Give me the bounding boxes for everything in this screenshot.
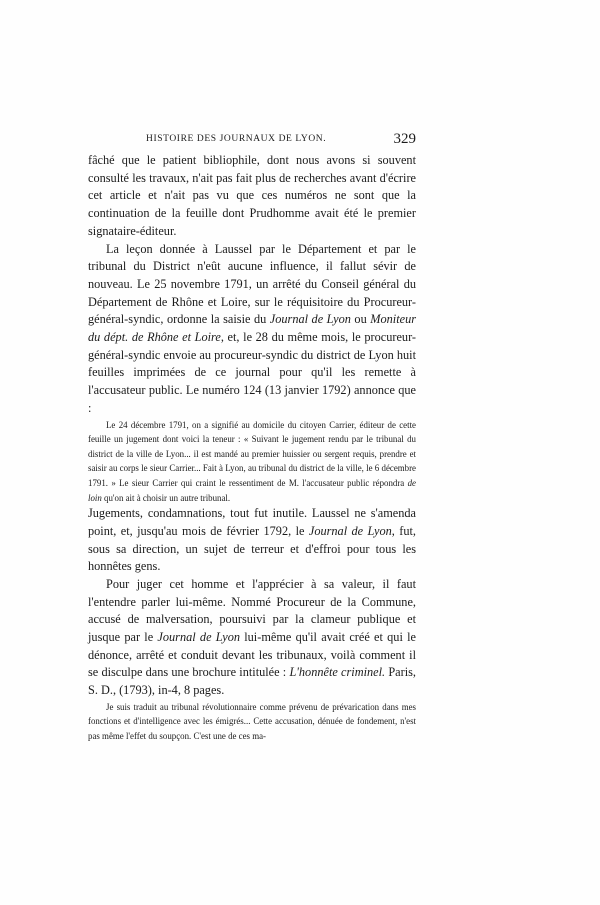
journal-title: Journal de Lyon (269, 312, 351, 327)
text-run: , et, le 28 du même mois, le procureur-général-syndic envoie au procureur-syndic du district de Lyon huit feuilles imprimées de ce journal pour qu'il les remette à l'accusateur public. Le numéro 124 (13 janvier 1792) annonce que : (88, 330, 417, 415)
text-run: qu'on ait à choisir un autre tribunal. (101, 492, 231, 503)
paragraph-lecon (88, 241, 416, 418)
page-header (146, 131, 416, 152)
moniteur-title: Moniteur du dépt. de Rhône et Loire (88, 312, 416, 345)
text-run: ou (350, 312, 371, 327)
journal-title: Journal de Lyon (157, 630, 240, 645)
text-run: La leçon donnée à Laussel par le Département et par le tribunal du District n'eût aucune influence, il fallut sévir de nouveau. Le 25 novembre 1791, un arrêté du Conseil général du Département de Rhône et Loire, sur le réquisitoire du Procureur-général-syndic, ordonne la saisie du (88, 241, 416, 327)
text-run: Paris, S. D., (1793), in-4, 8 pages. (88, 665, 416, 698)
page-body (88, 152, 416, 744)
paragraph-continuation: fâché que le patient bibliophile, dont nous avons si souvent consulté les travaux, n'ait pas fait plus de recherches avant d'écrire cet article et n'ait pas vu que ces numéros ne sont que la continuation de la feuille dont Prudhomme avait été le premier signataire-éditeur. (88, 153, 416, 238)
text-run: Jugements, condamnations, tout fut inutile. Laussel ne s'amenda point, et, jusqu'au mois de février 1792, le (88, 506, 416, 538)
text-run: lui-même qu'il avait créé et qui le dénonce, arrêté et conduit devant les tribunaux, voilà comment il se disculpe dans une brochure intitulée : (88, 630, 416, 680)
running-title: HISTOIRE DES JOURNAUX DE LYON. (146, 134, 327, 144)
paragraph-jugements (88, 505, 416, 576)
text-run: , fut, sous sa direction, un sujet de terreur et d'effroi pour tous les honnêtes gens. (88, 523, 416, 574)
quoted-defense: Je suis traduit au tribunal révolutionnaire comme prévenu de prévarication dans mes fonctions et d'intelligence avec les émigrés... Cette accusation, dénuée de fondement, n'est pas même l'effet du soupçon. C'est une de ces ma- (88, 701, 416, 742)
emphasis: de loin (88, 477, 416, 503)
journal-title: Journal de Lyon (308, 523, 392, 538)
paragraph-juger (88, 576, 416, 700)
brochure-title: L'honnête criminel. (289, 665, 386, 680)
quoted-notice (88, 418, 416, 506)
text-run: Le 24 décembre 1791, on a signifié au domicile du citoyen Carrier, éditeur de cette feuille un jugement dont voici la teneur : « Suivant le jugement rendu par le tribunal du district de la ville de Lyon... il est mandé au premier huissier ou sergent requis, prendre et saisir au corps le sieur Carrier... Fait à Lyon, au tribunal du district de la ville, le 6 décembre 1791. » Le sieur Carrier qui craint le ressentiment de M. l'accusateur public répondra (88, 419, 416, 488)
text-run: Pour juger cet homme et l'apprécier à sa valeur, il faut l'entendre parler lui-même. Nommé Procureur de la Commune, accusé de malversation, poursuivi par la clameur publique et jusque par le (88, 576, 416, 645)
page-number: 329 (393, 131, 416, 147)
